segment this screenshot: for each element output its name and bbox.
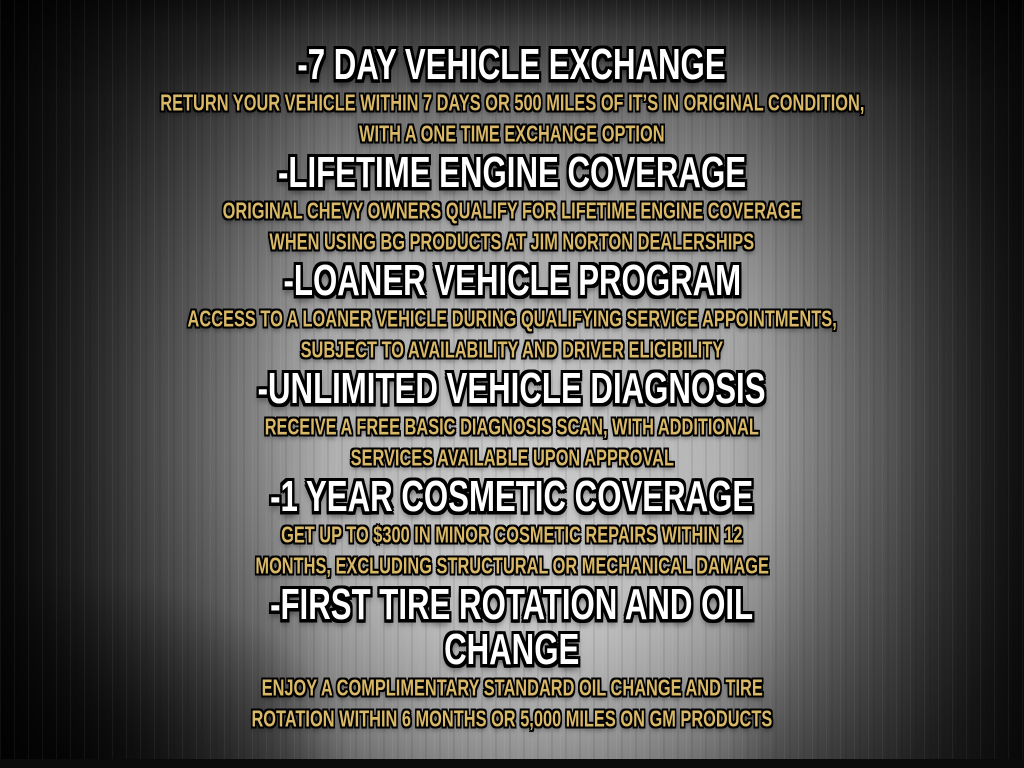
benefit-section-vehicle-diagnosis [0,367,1024,473]
bottom-black-bar [0,759,1024,768]
benefit-subtext-text: SERVICES AVAILABLE UPON APPROVAL [350,446,674,471]
benefit-subtext-text: ENJOY A COMPLIMENTARY STANDARD OIL CHANGE AND TIRE [261,676,763,701]
benefit-title-line [0,151,1024,195]
benefit-title-text: -7 DAY VEHICLE EXCHANGE [297,41,727,89]
benefit-title-line [0,475,1024,519]
benefit-title-line [0,583,1024,627]
benefit-subtext-line [0,521,1024,550]
benefit-subtext-line [0,444,1024,473]
benefit-subtext-text: ROTATION WITHIN 6 MONTHS OR 5,000 MILES ON GM PRODUCTS [251,707,773,732]
benefit-subtext-line [0,228,1024,257]
benefit-subtext-text: GET UP TO $300 IN MINOR COSMETIC REPAIRS WITHIN 12 [281,523,743,548]
benefit-title-line [0,259,1024,303]
benefit-title-text: -LOANER VEHICLE PROGRAM [283,257,741,305]
benefit-section-engine-coverage [0,151,1024,257]
benefit-subtext-line [0,305,1024,334]
benefit-section-cosmetic-coverage [0,475,1024,581]
benefit-title-line [0,628,1024,672]
benefit-subtext-text: WHEN USING BG PRODUCTS AT JIM NORTON DEALERSHIPS [269,230,755,255]
benefit-subtext-line [0,705,1024,734]
benefit-title-text: CHANGE [444,626,580,674]
benefit-subtext-line [0,552,1024,581]
benefit-subtext-line [0,336,1024,365]
benefit-subtext-text: ORIGINAL CHEVY OWNERS QUALIFY FOR LIFETIME ENGINE COVERAGE [222,199,802,224]
benefit-section-loaner-program [0,259,1024,365]
benefit-subtext-text: WITH A ONE TIME EXCHANGE OPTION [359,122,665,147]
benefit-title-text: -FIRST TIRE ROTATION AND OIL [270,581,754,629]
benefit-subtext-line [0,89,1024,118]
benefit-subtext-line [0,413,1024,442]
benefit-title-text: -LIFETIME ENGINE COVERAGE [277,149,747,197]
benefit-title-text: -UNLIMITED VEHICLE DIAGNOSIS [258,365,766,413]
benefit-title-line [0,367,1024,411]
benefit-subtext-text: SUBJECT TO AVAILABILITY AND DRIVER ELIGIBILITY [300,338,724,363]
benefit-subtext-text: ACCESS TO A LOANER VEHICLE DURING QUALIFYING SERVICE APPOINTMENTS, [187,307,837,332]
benefit-subtext-text: MONTHS, EXCLUDING STRUCTURAL OR MECHANICAL DAMAGE [255,554,769,579]
benefit-subtext-line [0,674,1024,703]
benefit-subtext-line [0,197,1024,226]
benefit-subtext-text: RECEIVE A FREE BASIC DIAGNOSIS SCAN, WITH ADDITIONAL [264,415,760,440]
benefit-section-tire-rotation-oil-change [0,583,1024,734]
benefit-title-line [0,43,1024,87]
benefit-section-vehicle-exchange [0,43,1024,149]
benefit-subtext-text: RETURN YOUR VEHICLE WITHIN 7 DAYS OR 500 MILES OF IT’S IN ORIGINAL CONDITION, [159,91,865,116]
benefit-subtext-line [0,120,1024,149]
benefit-title-text: -1 YEAR COSMETIC COVERAGE [270,473,754,521]
